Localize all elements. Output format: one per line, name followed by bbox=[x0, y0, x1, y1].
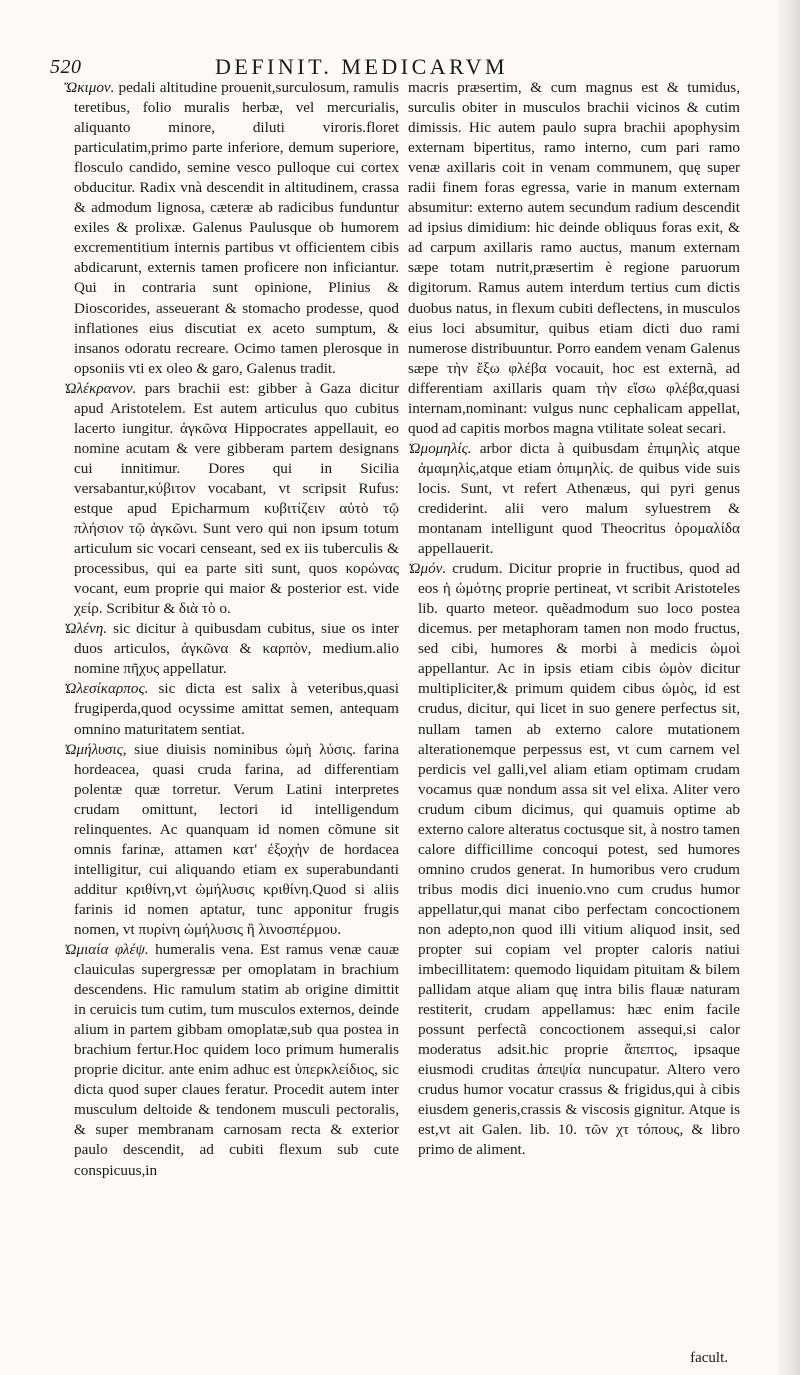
dictionary-entry bbox=[408, 559, 740, 1160]
entry-text: pedali altitudine prouenit,surculosum, ramulis teretibus, folio muralis herbæ, vel mercurialis, aliquanto minore, diluti viroris.floret particulatim,primo parte inferiore, demum superiore, flosculo candido, semine vesco pulloque cui cortex obducitur. Radix vnà descendit in altitudinem, crassa & admodum lignosa, cæteræ ab radicibus funduntur exiles & prolixæ. Galenus Paulusque ob humorem excrementitium internis partibus vt officientem cibis abdicarunt, externis tamen proficere non inficiantur. Qui in contraria sunt opinione, Plinius & Dioscorides, asseuerant & stomacho prodesse, quod inflationes eius discutiat ex aceto sumptum, & insanos odoratu recreare. Ocimo tamen plerosque in opsoniis vti ex oleo & garo, Galenus tradit. bbox=[74, 79, 399, 377]
entry-lemma: Ὠμιαία φλέψ. bbox=[64, 941, 156, 959]
page-edge-shadow bbox=[778, 0, 800, 1375]
running-head: DEFINIT. MEDICARVM bbox=[215, 54, 509, 79]
catchword: facult. bbox=[690, 1350, 728, 1366]
entry-lemma: Ὠλεσίκαρπος. bbox=[64, 680, 159, 698]
entry-text: siue diuisis nominibus ὠμὴ λύσις. farina hordeacea, quasi cruda farina, ad differentiam polentæ quæ torretur. Verum Latini interpretes crudam omittunt, lectori id intelligendum relinquentes. Ac quanquam id nomen cõmune sit omnis farinæ, attamen κατ' ἐξοχὴν de hordacea intelligitur, cui aliquando etiam ex superabundanti additur κριθίνη,vt ὠμήλυσις κριθίνη.Quod si aliis farinis id nomen aptatur, tunc apponitur frugis nomen, vt πυρίνη ὠμήλυσις ἢ λινοσπέρμου. bbox=[74, 740, 399, 938]
dictionary-entry bbox=[64, 940, 399, 1181]
page-number: 520 bbox=[50, 56, 82, 78]
dictionary-entry bbox=[64, 679, 399, 739]
dictionary-entry bbox=[64, 740, 399, 940]
dictionary-entry bbox=[408, 439, 740, 559]
entry-lemma: Ὤκιμον. bbox=[64, 79, 119, 96]
entry-text: sic dicta est salix à veteribus,quasi frugiperda,quod ocyssime amittat semen, antequam omnino maturitatem sentiat. bbox=[74, 680, 399, 738]
dictionary-entry bbox=[64, 379, 399, 620]
entry-lemma: Ὠλένη. bbox=[64, 620, 114, 638]
entry-text: arbor dicta à quibusdam ἐπιμηλὶς atque ἀμαμηλὶς,atque etiam ὀπιμηλίς. de quibus vide suis locis. Sunt, vt refert Athenæus, qui pyri genus crediderint. alii vero malum syluestrem & montanam intelligunt quod Theocritus ὀρομαλίδα appellauerit. bbox=[418, 439, 740, 558]
entry-lemma: Ὠμομηλίς. bbox=[408, 439, 480, 457]
left-column bbox=[64, 78, 399, 1373]
entry-lemma: Ὠμήλυσις, bbox=[64, 740, 135, 758]
entry-lemma: Ὠλέκρανον. bbox=[64, 379, 145, 397]
entry-text: crudum. Dicitur proprie in fructibus, quod ad eos ἡ ὠμότης proprie pertineat, vt scribit Aristoteles lib. quarto meteor. quẽadmodum suo loco postea dicemus. per metaphoram tamen non modo fructus, sed cibi, humores & morbi à medicis ὠμοὶ appellantur. Ac in ipsis etiam cibis ὠμὸν dicitur multipliciter,& primum quidem cibus ὠμὸς, id est crudus, dicitur, qui licet in suo genere perfectus sit, nullam tamen ab externo calore mutationem alterationemque perpessus est, vt cum carnem vel perdicis vel galli,vel aliam etiam optimam crudam vocamus quæ nondum assa sit vel elixa. Aliter vero crudum cibum dicimus, qui quamuis optime ab externo calore alteratus coctusque sit, à nostro tamen calore difficillime concoqui potest, sed humores omnino crudos generat. In humoribus vero crudum tribus modis dici inuenio.vno cum crudus humor appellatur,qui manat cibo perfectam concoctionem non adepto,non quod illi vitium aliquod insit, sed propter sui copiam vel propter caloris natiui imbecillitatem: quemodo liquidam pituitam & bilem pallidam atque aliam quę intra bilis flauæ naturam restiterit, crudam appellamus: hæc enim facile possunt perfectã concoctionem assequi,si calor moderatus adsit.hic proprie ἄπεπτος, ipsaque eiusmodi cruditas ἀπεψία nuncupatur. Altero vero crudus humor vocatur crassus & frigidus,qui à cibis eiusdem generis,crassis & viscosis gignitur. Atque is est,vt ait Galen. lib. 10. τῶν χτ τόπους, & libro primo de aliment. bbox=[418, 560, 740, 1159]
entry-text: humeralis vena. Est ramus venæ cauæ clauiculas supergressæ per omoplatam in brachium descendens. Hic ramulum statim ab origine dimittit in ceruicis tum cutim, tum musculos externos, deinde alium in partem gibbam omoplatæ,sub qua postea in brachium fertur.Hoc quidem loco primum humeralis proprie dicitur. ante enim adhuc est ὑπερκλείδιος, sic dicta quod super claues feratur. Procedit autem inter musculum deltoide & tendonem musculi pectoralis, & super membranam carnosam recta & exterior paulo descendit, ad cubiti flexum sub cute conspicuus,in bbox=[74, 941, 399, 1179]
dictionary-entry bbox=[64, 78, 399, 379]
entry-text: pars brachii est: gibber à Gaza dicitur apud Aristotelem. Est autem articulus quo cubitus lacerto iungitur. ἀγκῶνα Hippocrates appellauit, eo nomine acutam & vere gibberam partem designans cui innitimur. Dores qui in Sicilia versabantur,κύβιτον vocabant, vt scripsit Rufus: estque apud Epicharmum κυβιτίζειν αὐτὸ τῷ πλήσιον τῷ ἀγκῶνι. Sunt vero qui non ipsum totum articulum sic vocari censeant, sed ex iis tuberculis & processibus, qui ea parte siti sunt, quos κορώνας vocant, eum proprie qui maior & posterior est. vide χείρ. Scribitur & διὰ τὸ ο. bbox=[74, 379, 399, 618]
right-column bbox=[408, 78, 740, 1373]
entry-text: sic dicitur à quibusdam cubitus, siue os inter duos articulos, ἀγκῶνα & καρπὸν, medium.alio nomine πῆχυς appellatur. bbox=[74, 620, 399, 678]
dictionary-entry bbox=[64, 619, 399, 679]
entry-text: macris præsertim, & cum magnus est & tumidus, surculis obiter in musculos brachii vicinos & cutim dimissis. Hic autem paulo supra brachii apophysim externam bipertitus, ramo interno, cum pari ramo venæ axillaris coit in venam communem, quę super radii finem foras egressa, varie in manum externam absumitur: externo autem secundum radium descendit ad ipsius dimidium: hic deinde obliquus foras exit, & ad carpum axillaris ramo auctus, manum externam sæpe totam nutrit,præsertim è regione paruorum digitorum. Ramus autem interdum tertius cum dictis duobus natus, in flexum cubiti deflectens, in musculos eius loci absumitur, quibus etiam dicti duo rami numerose distribuuntur. Porro eandem venam Galenus sæpe τὴν ἔξω φλέβα vocauit, hoc est externã, ad differentiam axillaris quam τὴν εἴσω φλέβα,quasi internam,nominant: vulgus nunc cephalicam appellat, quod ad capitis morbos magna vtilitate soleat secari. bbox=[408, 79, 740, 437]
dictionary-entry-continued bbox=[408, 78, 740, 439]
entry-lemma: Ὠμόν. bbox=[408, 560, 453, 578]
